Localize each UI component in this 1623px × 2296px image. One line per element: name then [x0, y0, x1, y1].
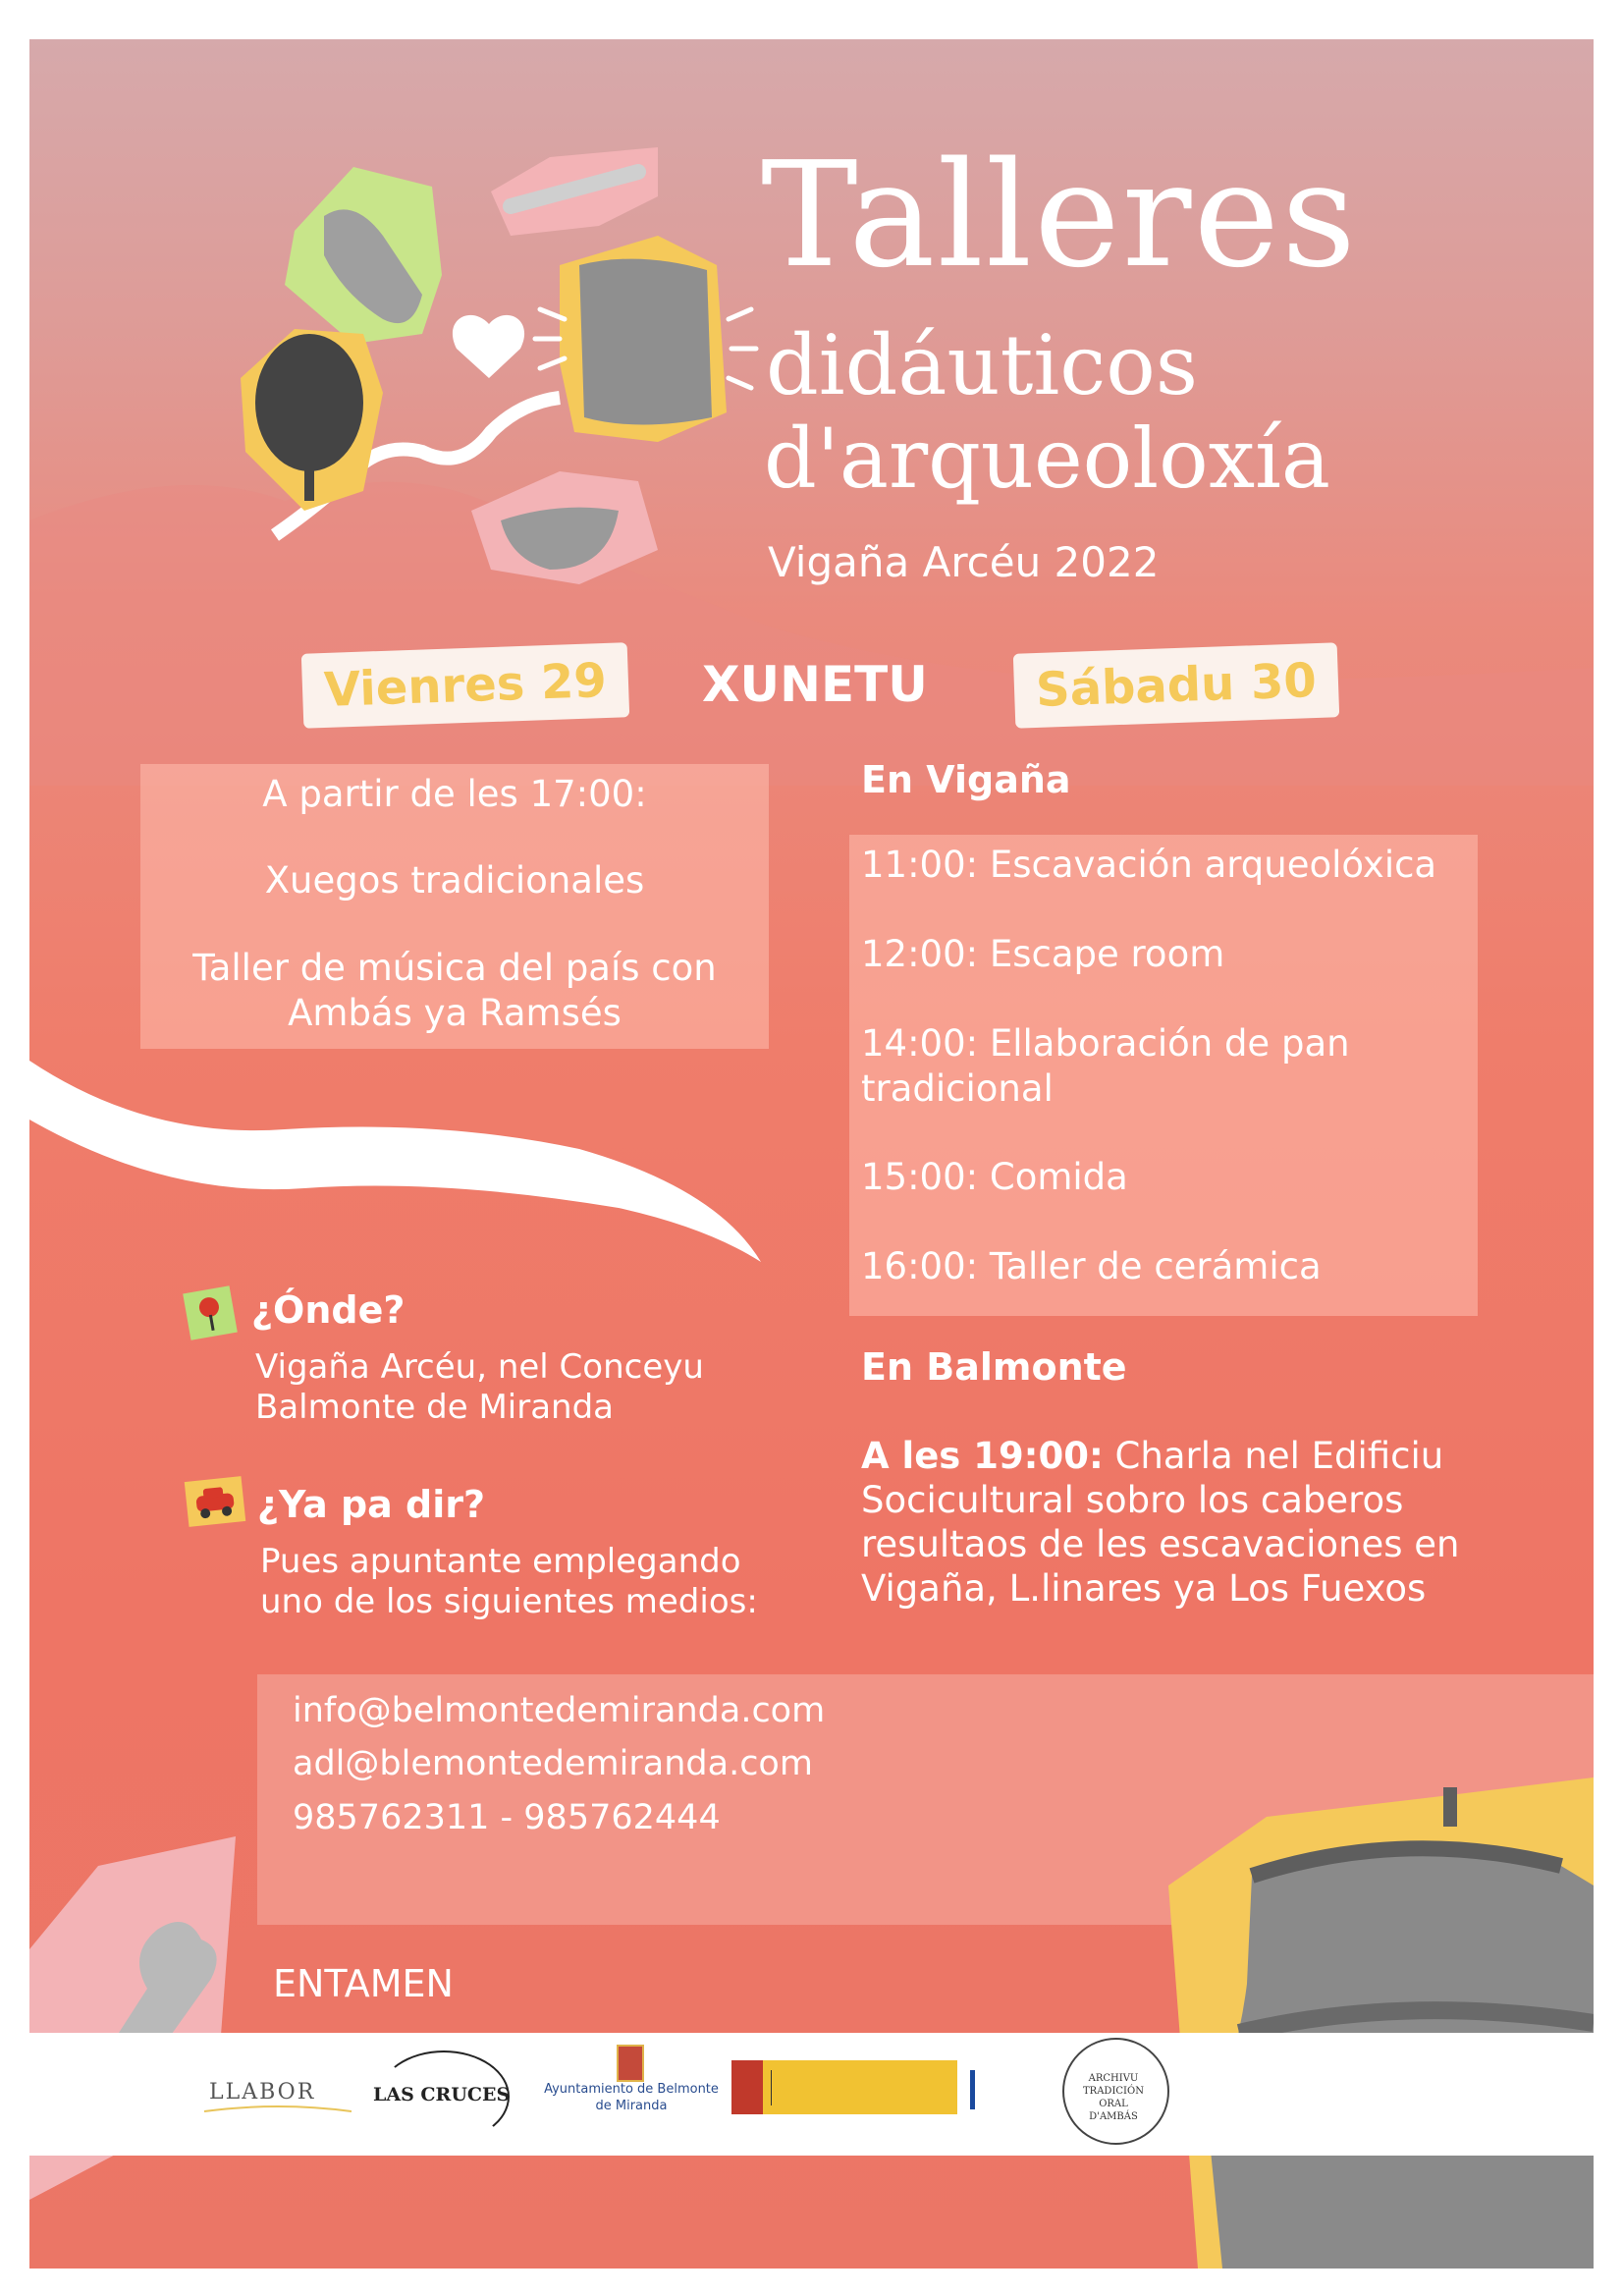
- saturday-label: Sábadu 30: [1013, 642, 1339, 728]
- contact-phones[interactable]: 985762311 - 985762444: [293, 1797, 721, 1837]
- friday-activity-games: Xuegos tradicionales: [264, 859, 645, 902]
- talk-description: Charla nel Edificiu Socicultural sobro los caberos resultaos de les escavaciones en Vigaña, L.linares ya Los Fuexos: [861, 1435, 1460, 1611]
- logo-llabor: LLABOR: [209, 2080, 316, 2105]
- month-label: XUNETU: [702, 656, 928, 713]
- saturday-location-vigana: En Vigaña: [861, 758, 1071, 801]
- schedule-item: 16:00: Taller de cerámica: [861, 1245, 1322, 1287]
- logo-llabor-swoosh: [204, 2104, 352, 2115]
- contact-list: [293, 1684, 825, 1844]
- poster-subtitle-line1: didáuticos: [766, 317, 1198, 413]
- signup-text: Pues apuntante emplegando uno de los siguientes medios:: [260, 1542, 758, 1621]
- place-year: Vigaña Arcéu 2022: [768, 538, 1160, 586]
- car-icon: [185, 1476, 245, 1527]
- poster-title: Talleres: [761, 131, 1358, 300]
- logo-ministerio: [731, 2060, 957, 2114]
- tree-image: [304, 452, 314, 501]
- signup-heading: ¿Ya pa dir?: [257, 1483, 486, 1526]
- mountain-silhouette: [29, 482, 1594, 786]
- friday-label: Vienres 29: [301, 642, 629, 729]
- map-pin-icon: [183, 1285, 238, 1340]
- schedule-item: 11:00: Escavación arqueolóxica: [861, 844, 1437, 886]
- friday-activity-music: Taller de música del país con Ambás ya Ramsés: [192, 946, 717, 1034]
- where-text: Vigaña Arcéu, nel Conceyu Balmonte de Miranda: [255, 1347, 704, 1427]
- logo-las-cruces: LAS CRUCES: [373, 2084, 511, 2105]
- logo-small-blue: [970, 2070, 997, 2109]
- talk-time: A les 19:00:: [861, 1435, 1104, 1477]
- saturday-location-balmonte: En Balmonte: [861, 1345, 1127, 1389]
- schedule-item: 14:00: Ellaboración de pan tradicional: [861, 1022, 1350, 1111]
- organizers-heading: ENTAMEN: [273, 1962, 454, 2005]
- logo-ayuntamiento: Ayuntamiento de Belmonte de Miranda: [544, 2082, 719, 2113]
- evening-talk: [861, 1434, 1489, 1612]
- logo-archivu: ARCHIVU TRADICIÓN ORAL D'AMBÁS: [1083, 2073, 1144, 2122]
- contact-email-adl[interactable]: adl@blemontedemiranda.com: [293, 1744, 813, 1784]
- friday-start-time: A partir de les 17:00:: [262, 773, 647, 815]
- sponsor-logo-strip: [29, 2033, 1594, 2156]
- contact-email-info[interactable]: info@belmontedemiranda.com: [293, 1691, 826, 1730]
- saturday-schedule-panel: [849, 835, 1478, 1316]
- schedule-item: 12:00: Escape room: [861, 933, 1225, 975]
- poster-subtitle-line2: d'arqueoloxía: [764, 410, 1331, 507]
- where-heading: ¿Ónde?: [251, 1288, 406, 1332]
- coat-of-arms-icon: [617, 2045, 644, 2082]
- white-wave: [29, 1061, 761, 1262]
- heart-shape: [453, 315, 524, 378]
- poster: [29, 39, 1594, 2269]
- tower-collage-image: [579, 259, 712, 425]
- schedule-item: 15:00: Comida: [861, 1156, 1128, 1198]
- friday-panel: [140, 764, 769, 1049]
